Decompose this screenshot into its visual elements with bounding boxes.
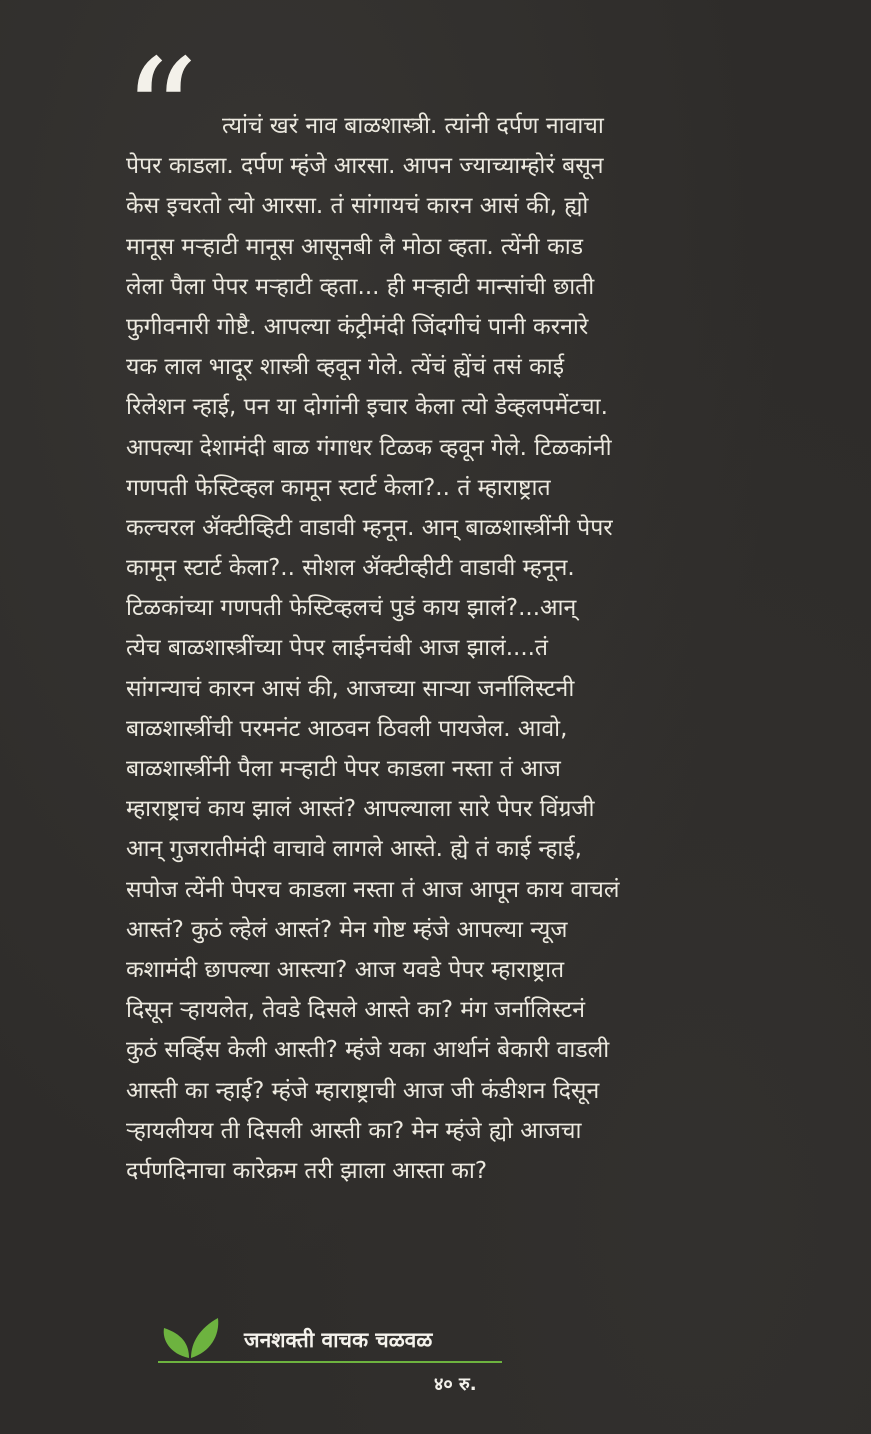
quote-line: कामून स्टार्ट केला?.. सोशल ॲक्टीव्हीटी वाडावी म्हनून. (126, 555, 575, 582)
quote-line: टिळकांच्या गणपती फेस्टिव्हलचं पुडं काय झालं?...आन् (126, 595, 577, 622)
publisher-footer (158, 1314, 503, 1404)
quote-line: म्हाराष्ट्राचं काय झालं आस्तं? आपल्याला सारे पेपर विंग्रजी (126, 796, 595, 823)
quote-line: ऱ्हायलीयय ती दिसली आस्ती का? मेन म्हंजे ह्यो आजचा (126, 1117, 582, 1144)
quote-line: कुठं सर्व्हिस केली आस्ती? म्हंजे यका आर्थानं बेकारी वाडली (126, 1037, 610, 1064)
quote-line: गणपती फेस्टिव्हल कामून स्टार्ट केला?.. तं म्हाराष्ट्रात (126, 474, 551, 501)
price-label: ४० रु. (434, 1374, 477, 1395)
quote-line: त्यांचं खरं नाव बाळशास्त्री. त्यांनी दर्पण नावाचा (222, 113, 604, 139)
opening-quote-mark: “ (122, 28, 193, 202)
quote-line: कशामंदी छापल्या आस्त्या? आज यवडे पेपर म्हाराष्ट्रात (126, 956, 565, 983)
quote-line: आस्ती का न्हाई? म्हंजे म्हाराष्ट्राची आज जी कंडीशन दिसून (126, 1077, 600, 1104)
quote-line: सांगन्याचं कारन आसं की, आजच्या साऱ्या जर्नालिस्टनी (126, 675, 575, 702)
quote-line: आन् गुजरातीमंदी वाचावे लागले आस्ते. ह्ये तं काई न्हाई, (126, 836, 582, 863)
quote-line: फुगीवनारी गोष्टै. आपल्या कंट्रीमंदी जिंदगीचं पानी करनारे (126, 313, 589, 340)
quote-line: पेपर काडला. दर्पण म्हंजे आरसा. आपन ज्याच्याम्होरं बसून (126, 153, 604, 180)
quote-body (126, 106, 766, 1191)
divider (158, 1361, 502, 1363)
quote-line: दिसून ऱ्हायलेत, तेवडे दिसले आस्ते का? मंग जर्नालिस्टनं (126, 997, 586, 1024)
sprout-leaves-icon (158, 1314, 222, 1358)
quote-line: सपोज त्येंनी पेपरच काडला नस्ता तं आज आपून काय वाचलं (126, 876, 620, 903)
quote-line: यक लाल भादूर शास्त्री व्हवून गेले. त्येंचं ह्येंचं तसं काई (126, 354, 565, 381)
quote-line: कल्चरल ॲक्टीव्हिटी वाडावी म्हनून. आन् बाळशास्त्रींनी पेपर (126, 514, 613, 541)
quote-line: बाळशास्त्रींची परमनंट आठवन ठिवली पायजेल. आवो, (126, 715, 568, 742)
quote-line: बाळशास्त्रींनी पैला मऱ्हाटी पेपर काडला नस्ता तं आज (126, 756, 561, 782)
quote-line: केस इचरतो त्यो आरसा. तं सांगायचं कारन आसं की, ह्यो (126, 193, 589, 220)
quote-line: लेला पैला पेपर मऱ्हाटी व्हता... ही मऱ्हाटी मान्सांची छाती (126, 273, 595, 300)
quote-line: त्येच बाळशास्त्रींच्या पेपर लाईनचंबी आज झालं....तं (126, 635, 549, 662)
quote-line: आपल्या देशामंदी बाळ गंगाधर टिळक व्हवून गेले. टिळकांनी (126, 434, 612, 461)
quote-line: मानूस मऱ्हाटी मानूस आसूनबी लै मोठा व्हता. त्येंनी काड (126, 233, 584, 260)
quote-line: दर्पणदिनाचा कारेक्रम तरी झाला आस्ता का? (126, 1157, 488, 1184)
quote-line: रिलेशन न्हाई, पन या दोगांनी इचार केला त्यो डेव्हलपमेंटचा. (126, 394, 608, 421)
publisher-name: जनशक्ती वाचक चळवळ (244, 1328, 433, 1352)
quote-line: आस्तं? कुठं ल्हेलं आस्तं? मेन गोष्ट म्हंजे आपल्या न्यूज (126, 916, 568, 943)
